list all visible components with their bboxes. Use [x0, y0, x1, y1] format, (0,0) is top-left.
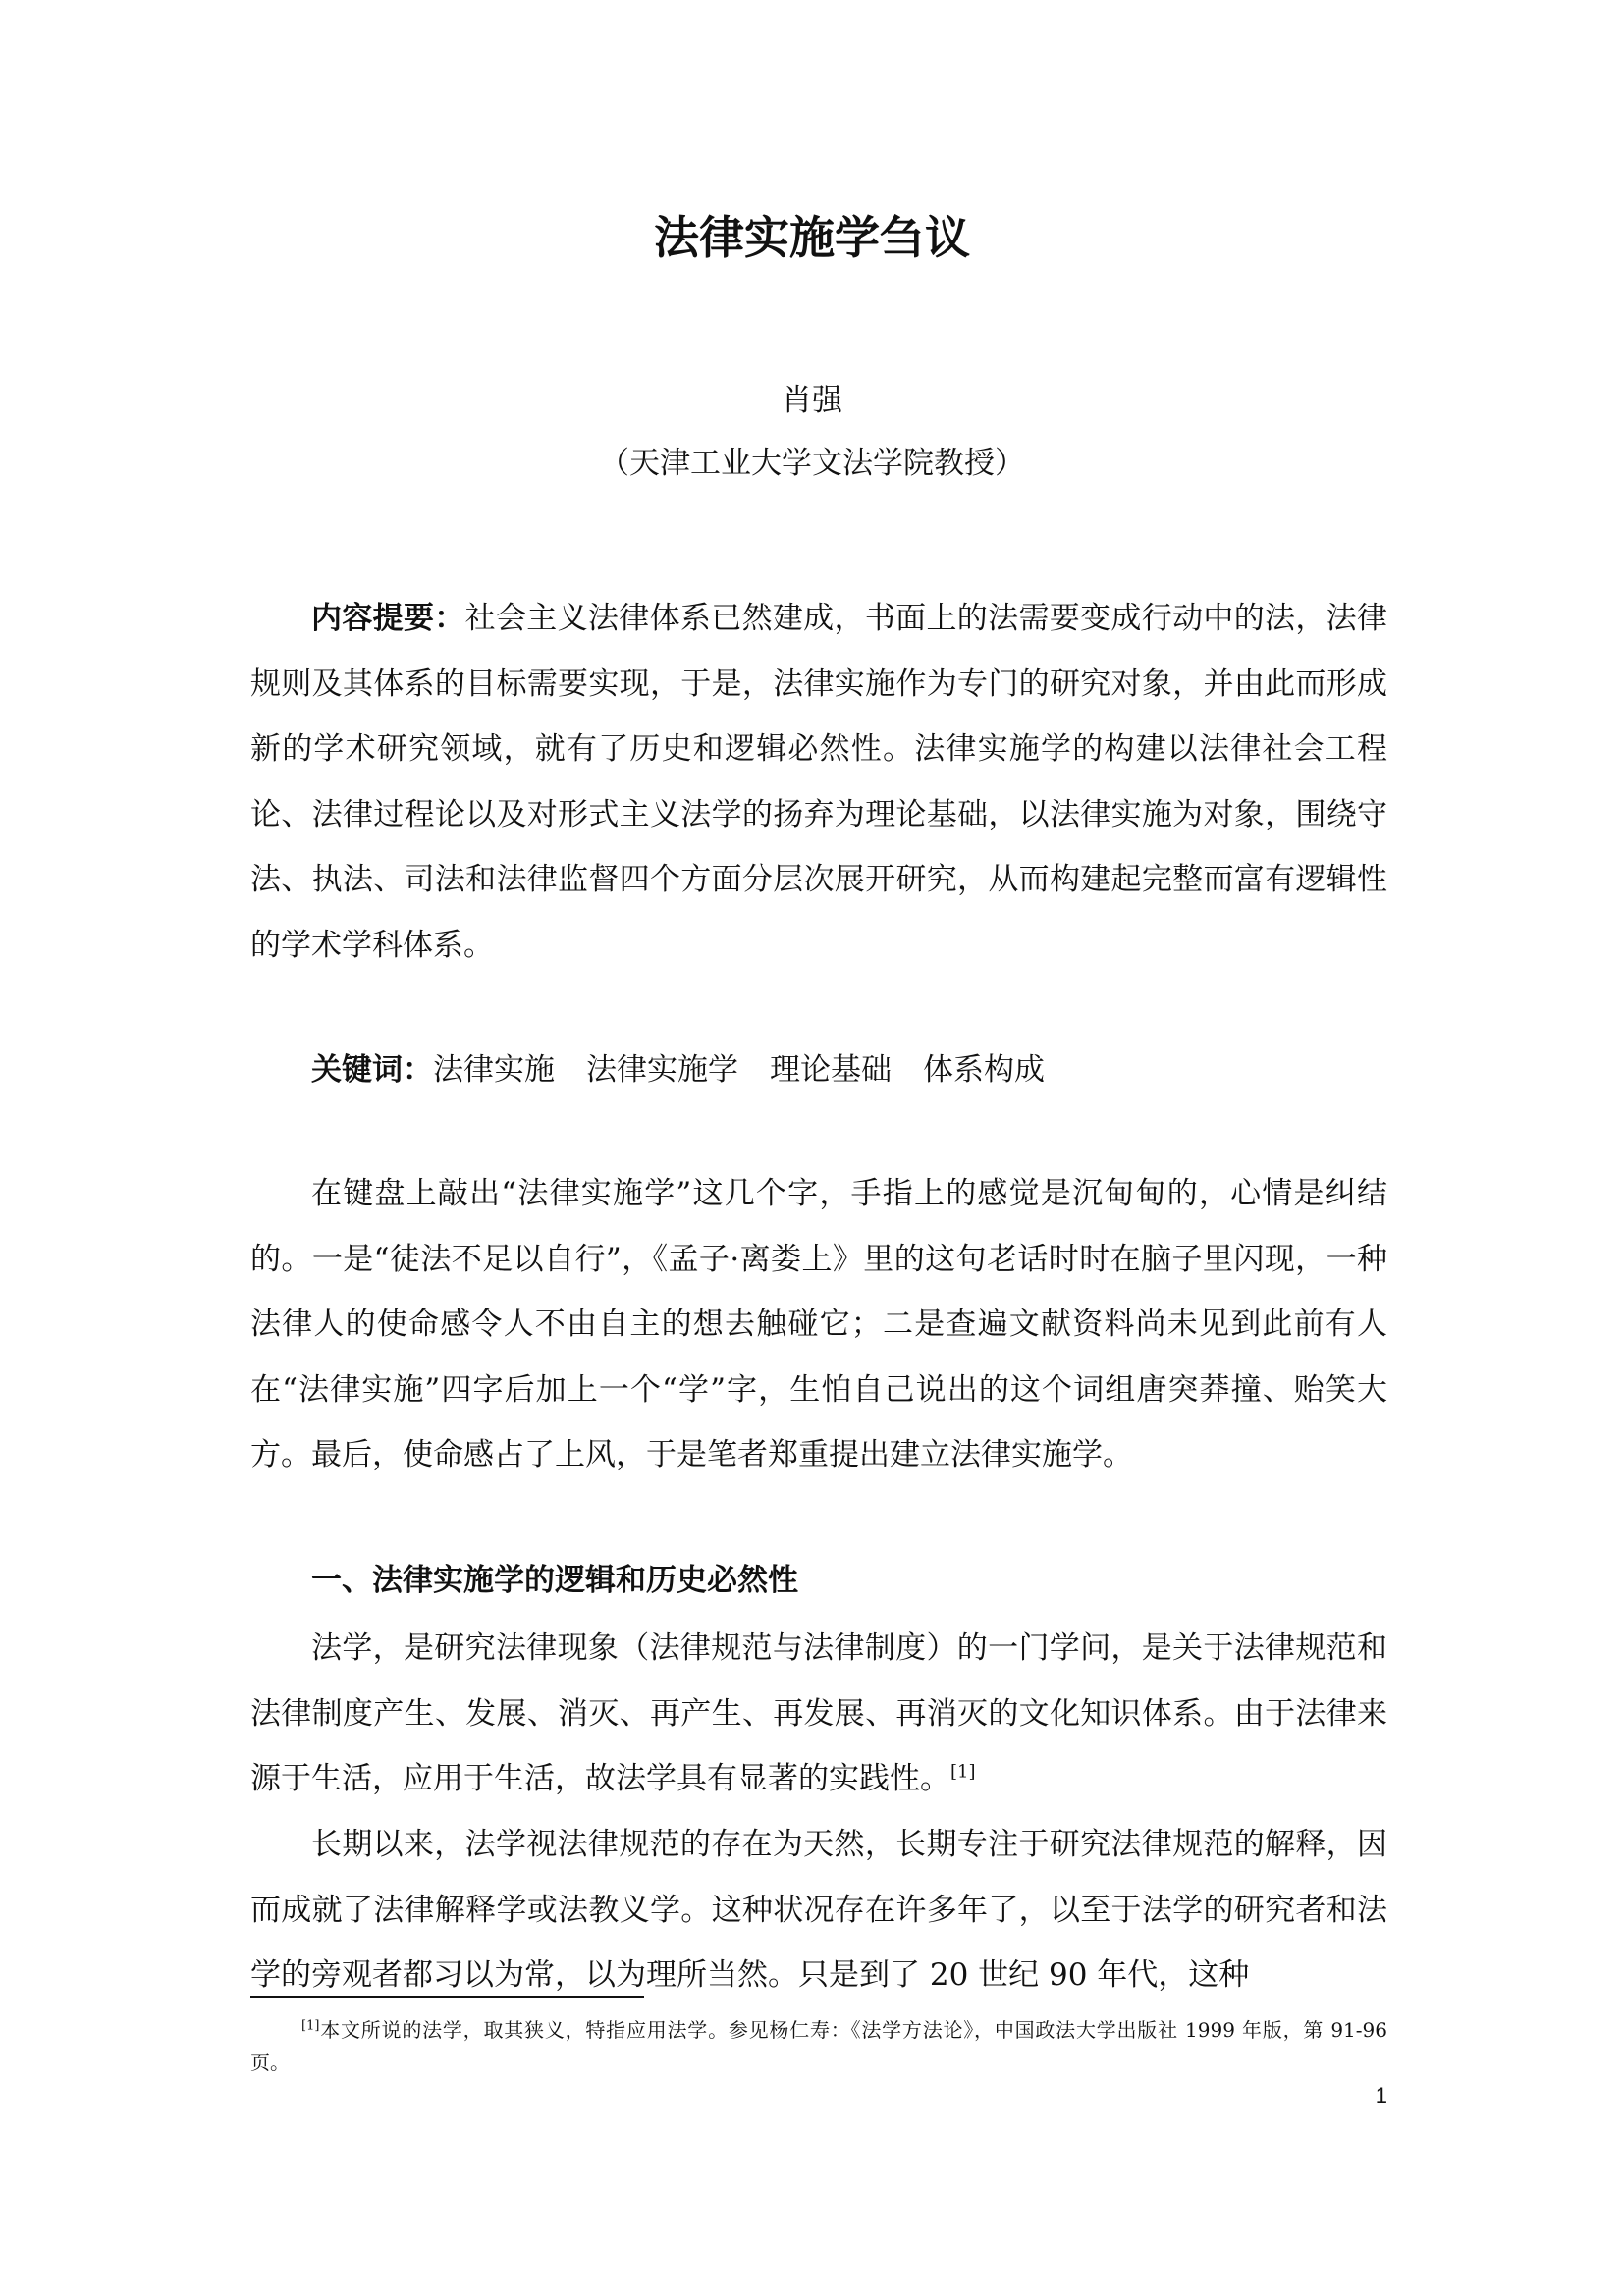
keywords-label: 关键词：: [311, 1052, 433, 1088]
footnote-text: 本文所说的法学，取其狭义，特指应用法学。参见杨仁寿：《法学方法论》，中国政法大学出版社 1999 年版，第 91-96 页。: [250, 2018, 1387, 2074]
footnote-reference[interactable]: [1]: [950, 1761, 976, 1783]
abstract-label: 内容提要：: [311, 601, 465, 636]
abstract: [250, 586, 1387, 978]
abstract-text: 社会主义法律体系已然建成，书面上的法需要变成行动中的法，法律规则及其体系的目标需要实现，于是，法律实施作为专门的研究对象，并由此而形成新的学术研究领域，就有了历史和逻辑必然性。法律实施学的构建以法律社会工程论、法律过程论以及对形式主义法学的扬弃为理论基础，以法律实施为对象，围绕守法、执法、司法和法律监督四个方面分层次展开研究，从而构建起完整而富有逻辑性的学术学科体系。: [250, 601, 1388, 963]
keywords: [311, 1038, 1387, 1103]
keyword-item: 理论基础: [770, 1052, 892, 1088]
page-title: 法律实施学刍议: [654, 211, 970, 264]
keyword-item: 法律实施学: [586, 1052, 738, 1088]
author-affiliation: （天津工业大学文法学院教授）: [599, 446, 1025, 481]
footnote: [250, 2014, 1387, 2079]
body-paragraph: 长期以来，法学视法律规范的存在为天然，长期专注于研究法律规范的解释，因而成就了法律解释学或法教义学。这种状况存在许多年了，以至于法学的研究者和法学的旁观者都习以为常，以为理所当然。只是到了 20 世纪 90 年代，这种: [250, 1827, 1387, 1993]
page-number: 1: [1375, 2083, 1387, 2108]
footnote-divider: [250, 1996, 644, 1998]
keyword-item: 体系构成: [923, 1052, 1045, 1088]
body-paragraph: [250, 1616, 1387, 1812]
intro-paragraph: 在键盘上敲出“法律实施学”这几个字，手指上的感觉是沉甸甸的，心情是纠结的。一是“徒法不足以自行”，《孟子·离娄上》里的这句老话时时在脑子里闪现，一种法律人的使命感令人不由自主的想去触碰它；二是查遍文献资料尚未见到此前有人在“法律实施”四字后加上一个“学”字，生怕自己说出的这个词组唐突莽撞、贻笑大方。最后，使命感占了上风，于是笔者郑重提出建立法律实施学。: [250, 1176, 1387, 1472]
footnote-marker: [1]: [301, 2018, 320, 2034]
body-paragraph-text: 法学，是研究法律现象（法律规范与法律制度）的一门学问，是关于法律规范和法律制度产生、发展、消灭、再产生、再发展、再消灭的文化知识体系。由于法律来源于生活，应用于生活，故法学具有显著的实践性。: [250, 1630, 1387, 1796]
author-name: 肖强: [782, 383, 842, 418]
keyword-item: 法律实施: [433, 1052, 555, 1088]
section-heading: 一、法律实施学的逻辑和历史必然性: [311, 1563, 798, 1598]
